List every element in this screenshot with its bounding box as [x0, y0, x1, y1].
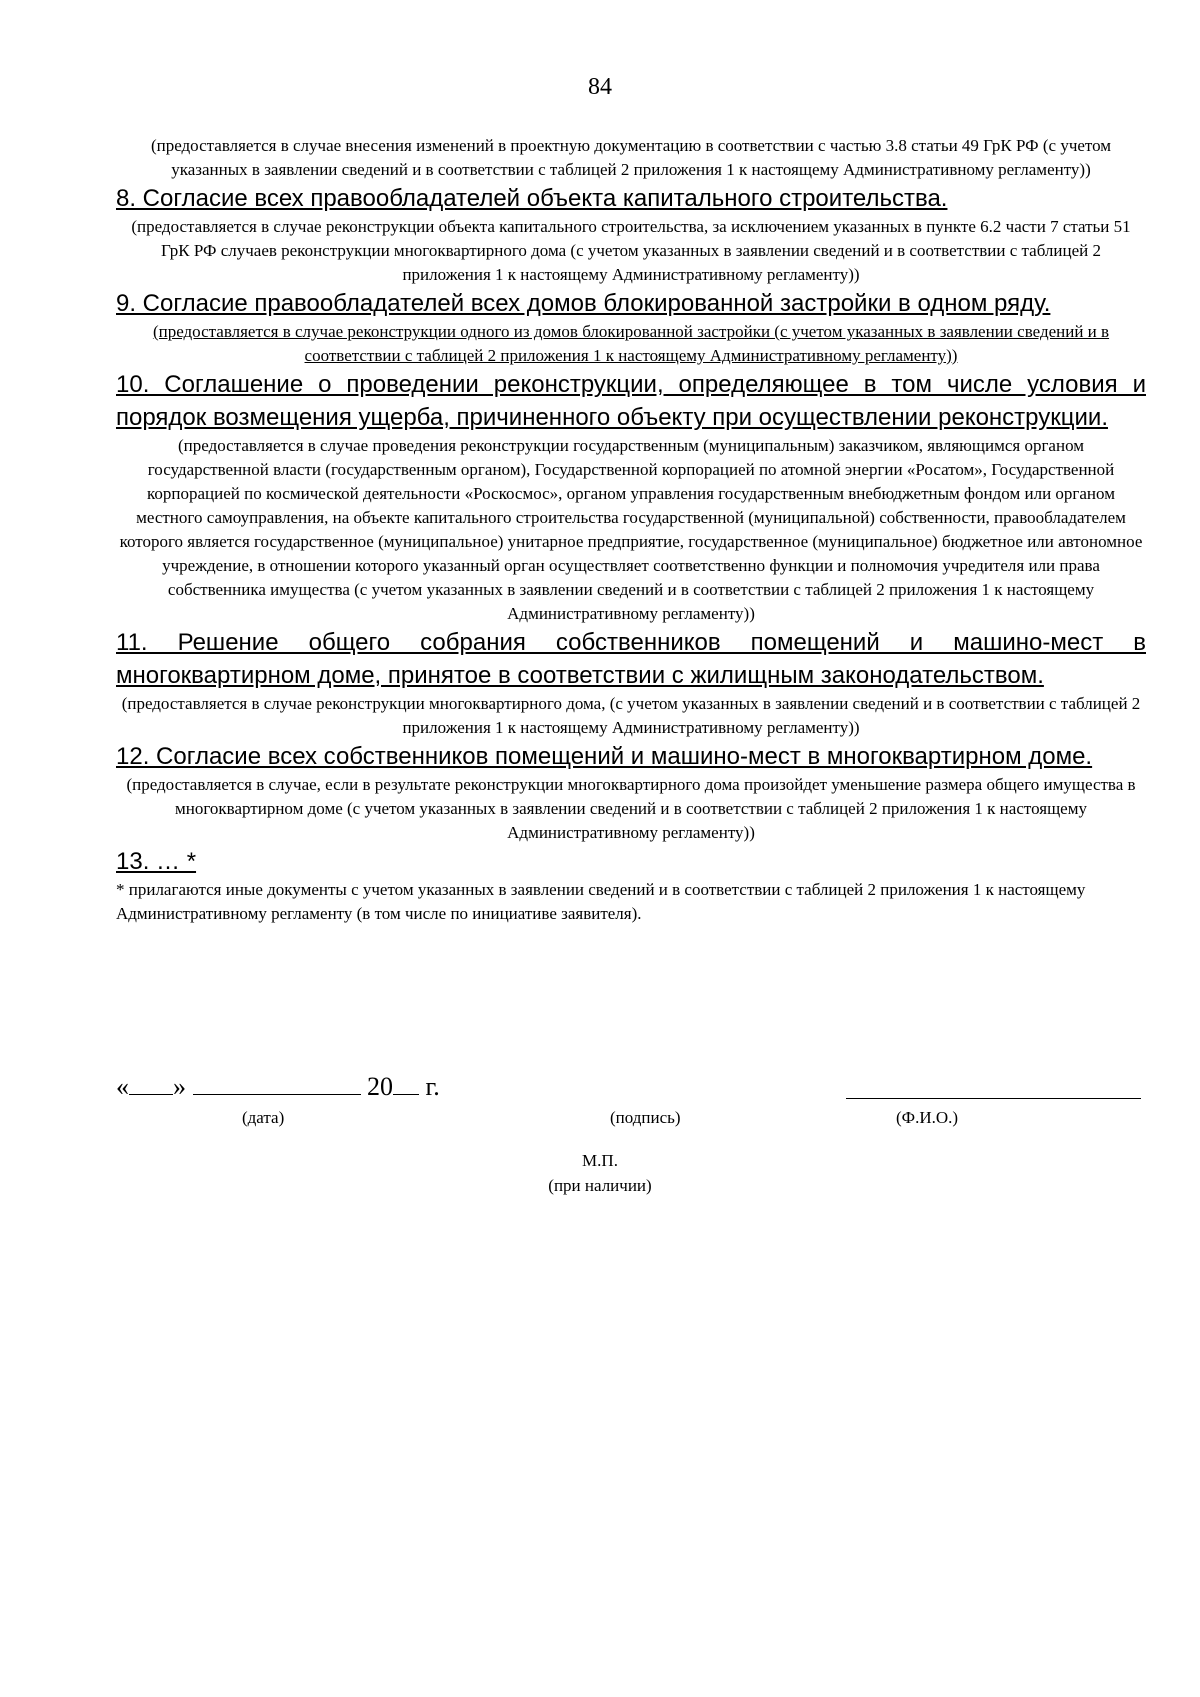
name-line — [846, 1098, 1141, 1099]
item-8-note: (предоставляется в случае реконструкции объекта капитального строительства, за исключением указанных в пункте 6.2 части 7 статьи 51 ГрК РФ случаев реконструкции многоквартирного дома (с учетом указанных в заявлении сведений и в соответствии с таблицей 2 приложения 1 к настоящему Административному регламенту)) — [131, 217, 1131, 284]
item-11-heading: 11. Решение общего собрания собственников помещений и машино-мест в многоквартирном доме, принятое в соответствии с жилищным законодательством. — [116, 629, 1146, 689]
year-suffix: г. — [425, 1072, 440, 1101]
intro-note: (предоставляется в случае внесения изменений в проектную документацию в соответствии с частью 3.8 статьи 49 ГрК РФ (с учетом указанных в заявлении сведений и в соответствии с таблицей 2 приложения 1 к настоящему Административному регламенту)) — [150, 136, 1112, 179]
close-quote: » — [173, 1072, 186, 1101]
stamp-label: М.П. — [582, 1151, 618, 1170]
month-blank — [193, 1074, 361, 1095]
signature-caption: (подпись) — [610, 1108, 681, 1127]
footnote: * прилагаются иные документы с учетом указанных в заявлении сведений и в соответствии с таблицей 2 приложения 1 к настоящему Административному регламенту (в том числе по инициативе заявителя). — [116, 880, 1086, 923]
date-field — [116, 1072, 440, 1102]
item-8-heading: 8. Согласие всех правообладателей объекта капитального строительства. — [116, 185, 948, 212]
item-10-note: (предоставляется в случае проведения реконструкции государственным (муниципальным) заказчиком, являющимся органом государственной власти (государственным органом), Государственной корпорацией по атомной энергии «Росатом», Государственной корпорацией по космической деятельности «Роскосмос», органом управления государственным внебюджетным фондом или органом местного самоуправления, на объекте капитального строительства государственной (муниципальной) собственности, правообладателем которого является государственное (муниципальное) унитарное предприятие, государственное (муниципальное) бюджетное или автономное учреждение, в отношении которого указанный орган осуществляет соответственно функции и полномочия учредителя или права собственника имущества (с учетом указанных в заявлении сведений и в соответствии с таблицей 2 приложения 1 к настоящему Административному регламенту)) — [119, 436, 1143, 623]
name-caption: (Ф.И.О.) — [896, 1108, 959, 1127]
open-quote: « — [116, 1072, 129, 1101]
stamp-note: (при наличии) — [548, 1176, 652, 1195]
item-9-heading: 9. Согласие правообладателей всех домов блокированной застройки в одном ряду. — [116, 290, 1051, 317]
document-body — [116, 134, 1146, 926]
page-number: 84 — [588, 74, 612, 100]
item-9-note: (предоставляется в случае реконструкции одного из домов блокированной застройки (с учетом указанных в заявлении сведений и в соответствии с таблицей 2 приложения 1 к настоящему Административному регламенту)) — [152, 322, 1110, 365]
item-12-heading: 12. Согласие всех собственников помещений и машино-мест в многоквартирном доме. — [116, 743, 1093, 770]
day-blank — [129, 1074, 173, 1095]
item-11-note: (предоставляется в случае реконструкции многоквартирного дома, (с учетом указанных в заявлении сведений и в соответствии с таблицей 2 приложения 1 к настоящему Административному регламенту)) — [121, 694, 1141, 737]
date-caption: (дата) — [242, 1108, 285, 1127]
item-10-heading: 10. Соглашение о проведении реконструкции, определяющее в том числе условия и порядок возмещения ущерба, причиненного объекту при осуществлении реконструкции. — [116, 371, 1146, 431]
year-blank — [393, 1074, 419, 1095]
item-12-note: (предоставляется в случае, если в результате реконструкции многоквартирного дома произойдет уменьшение размера общего имущества в многоквартирном доме (с учетом указанных в заявлении сведений и в соответствии с таблицей 2 приложения 1 к настоящему Административному регламенту)) — [126, 775, 1136, 842]
signature-block — [116, 1072, 1146, 1142]
year-prefix: 20 — [367, 1072, 393, 1101]
item-13-heading: 13. … * — [116, 848, 197, 875]
